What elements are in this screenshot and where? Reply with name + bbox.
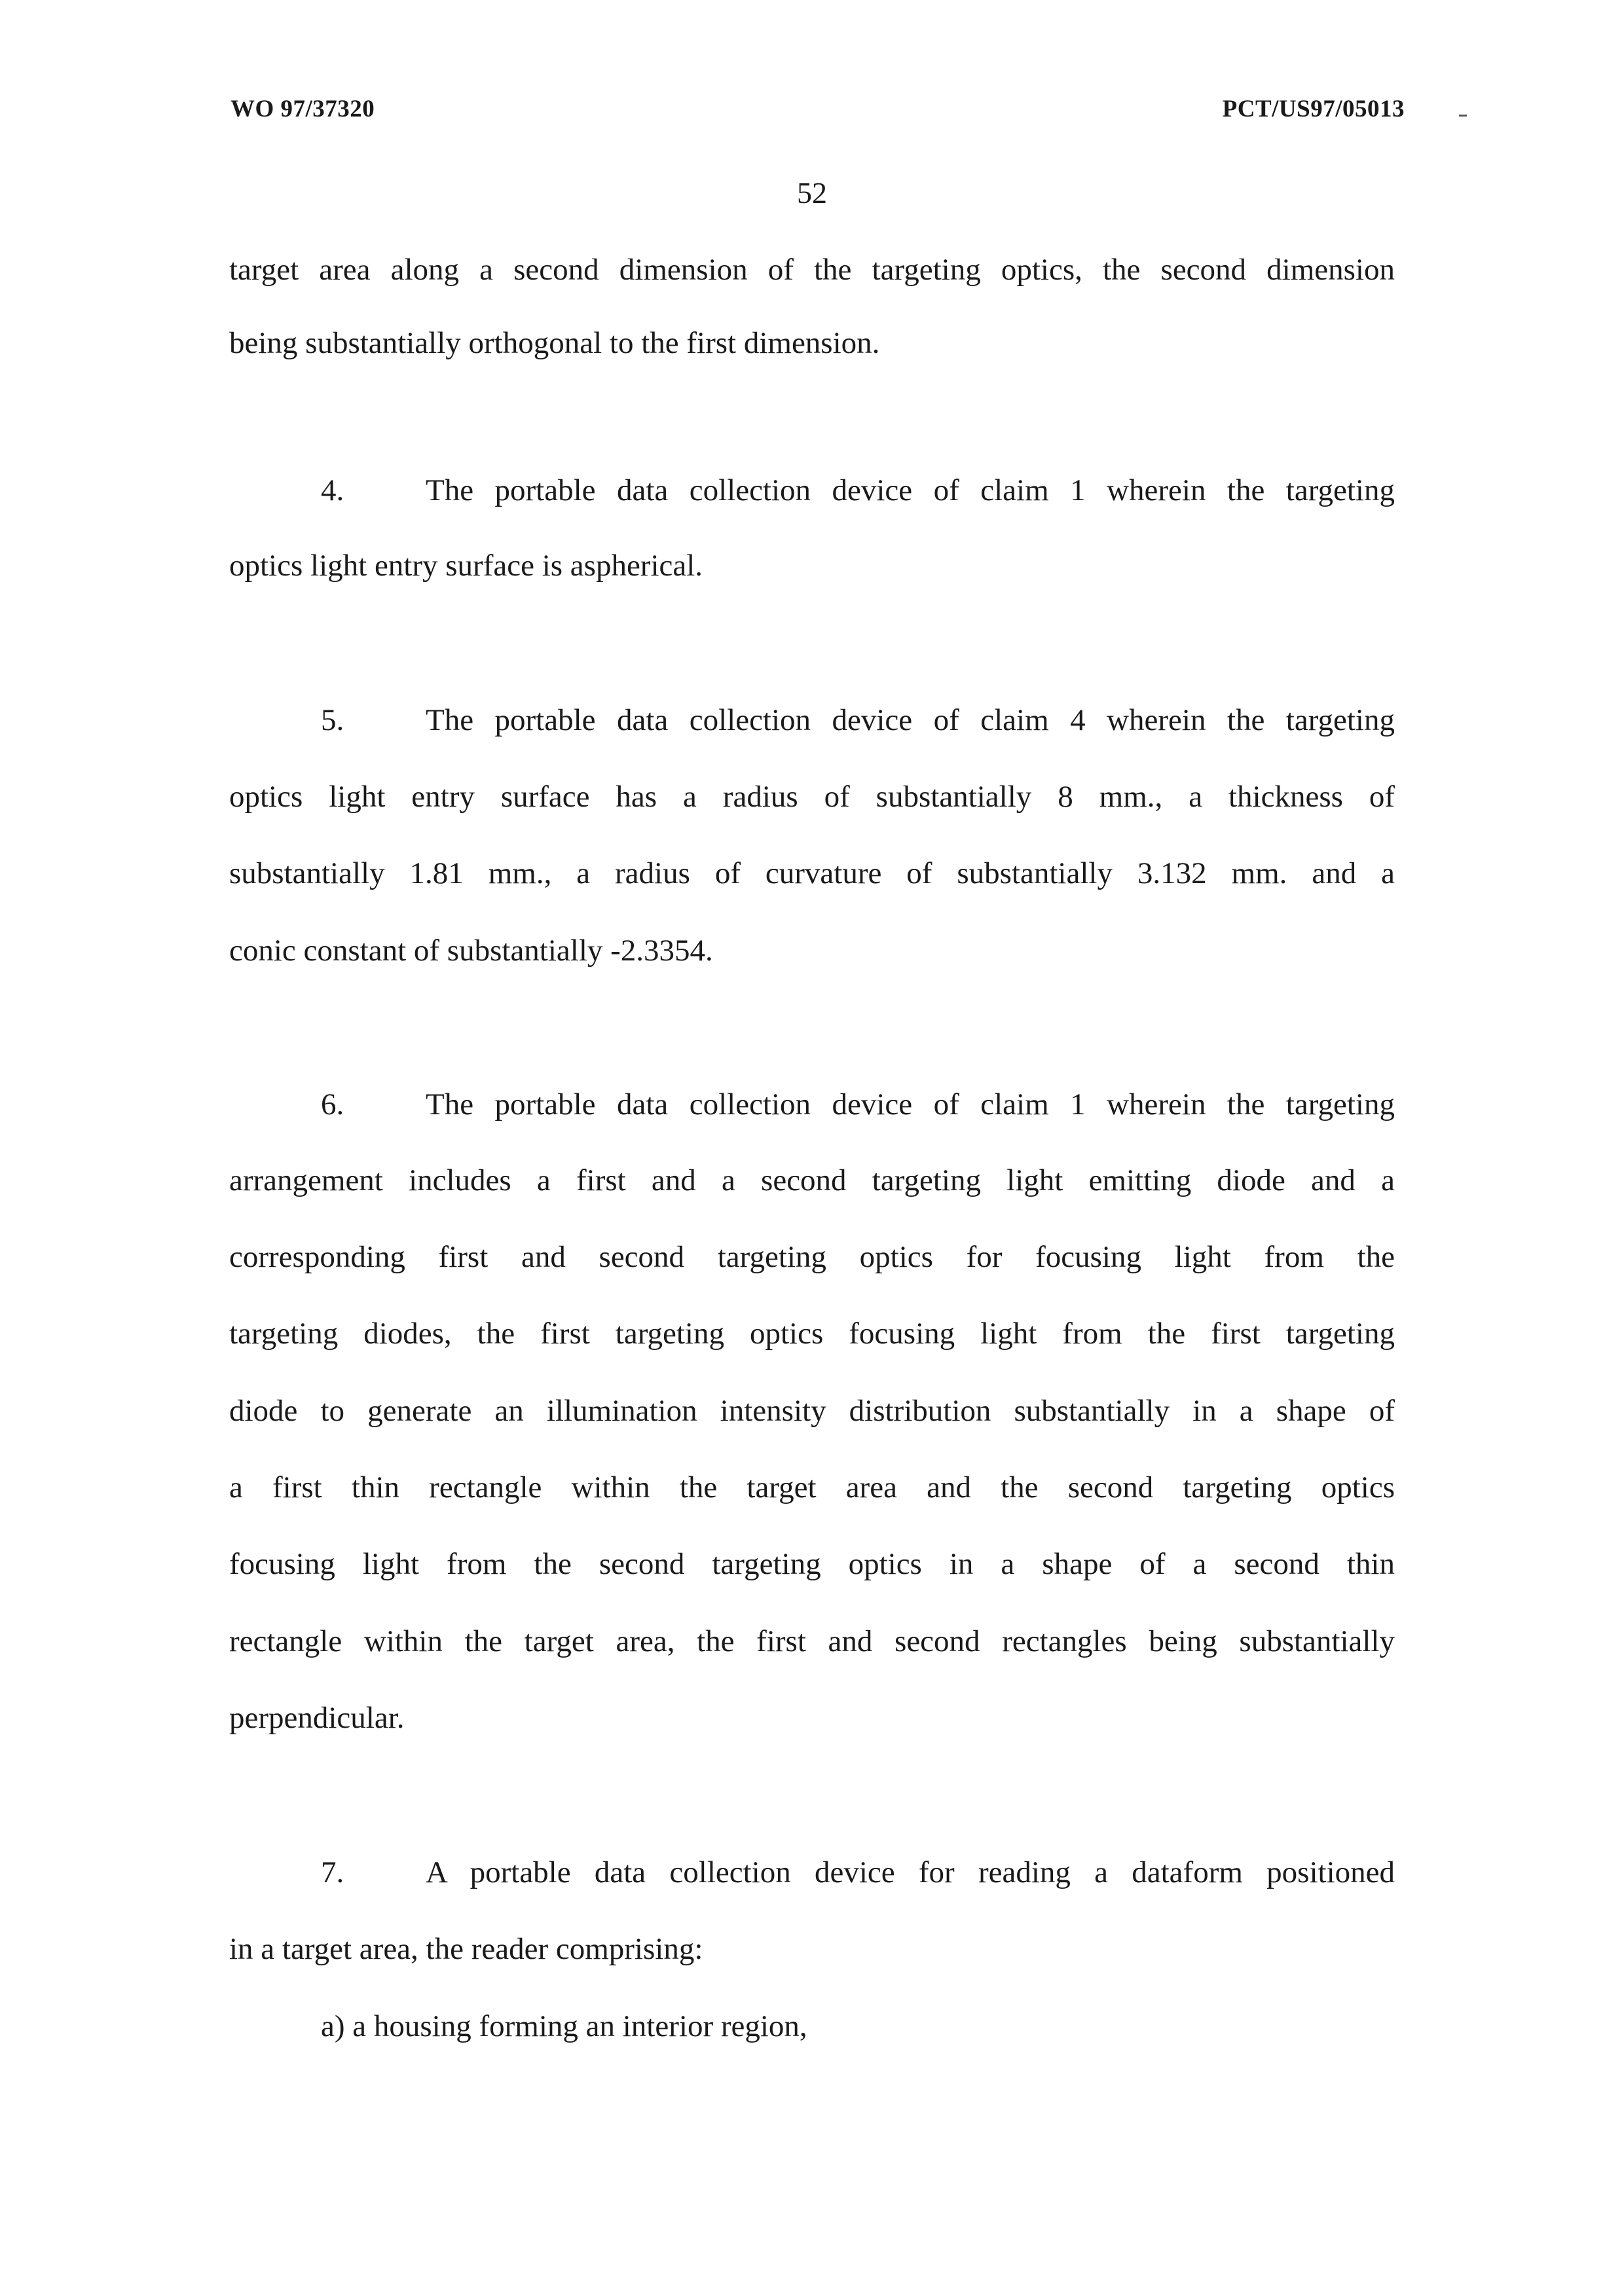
publication-number: WO 97/37320: [231, 96, 375, 122]
text-line: perpendicular.: [229, 1701, 405, 1735]
text-line: focusing light from the second targeting optics in a shape of a second thin: [229, 1547, 1395, 1581]
claim-7-first-line: [321, 1855, 1395, 1890]
text-line: arrangement includes a first and a second targeting light emitting diode and a: [229, 1163, 1395, 1197]
text-line: a) a housing forming an interior region,: [321, 2009, 807, 2043]
claim-number: 7.: [321, 1855, 344, 1889]
claim-number: 6.: [321, 1087, 344, 1121]
claim-number: 5.: [321, 703, 344, 737]
text-line: a first thin rectangle within the target area and the second targeting optics: [229, 1470, 1395, 1504]
text-line: in a target area, the reader comprising:: [229, 1932, 703, 1966]
text-line: targeting diodes, the first targeting optics focusing light from the first targeting: [229, 1317, 1395, 1351]
claim-6-first-line: [321, 1087, 1395, 1122]
application-number: PCT/US97/05013: [1222, 96, 1405, 122]
text-line: The portable data collection device of claim 1 wherein the targeting: [426, 473, 1395, 507]
claim-number: 4.: [321, 473, 344, 507]
text-line: target area along a second dimension of the targeting optics, the second dimension: [229, 253, 1395, 287]
text-line: diode to generate an illumination intensity distribution substantially in a shape of: [229, 1394, 1395, 1428]
page-number: 52: [797, 176, 827, 210]
claim-4-first-line: [321, 473, 1395, 508]
text-line: rectangle within the target area, the first and second rectangles being substantially: [229, 1624, 1395, 1658]
text-line: optics light entry surface has a radius of substantially 8 mm., a thickness of: [229, 780, 1395, 814]
scan-artifact: [1459, 115, 1467, 117]
text-line: optics light entry surface is aspherical.: [229, 549, 703, 583]
claim-5-first-line: [321, 702, 1395, 738]
text-line: The portable data collection device of claim 1 wherein the targeting: [426, 1087, 1395, 1121]
text-line: corresponding first and second targeting optics for focusing light from the: [229, 1240, 1395, 1274]
text-line: A portable data collection device for reading a dataform positioned: [426, 1855, 1395, 1889]
text-line: The portable data collection device of claim 4 wherein the targeting: [426, 703, 1395, 737]
text-line: conic constant of substantially -2.3354.: [229, 934, 713, 968]
text-line: substantially 1.81 mm., a radius of curvature of substantially 3.132 mm. and a: [229, 856, 1395, 890]
text-line: being substantially orthogonal to the first dimension.: [229, 326, 880, 360]
